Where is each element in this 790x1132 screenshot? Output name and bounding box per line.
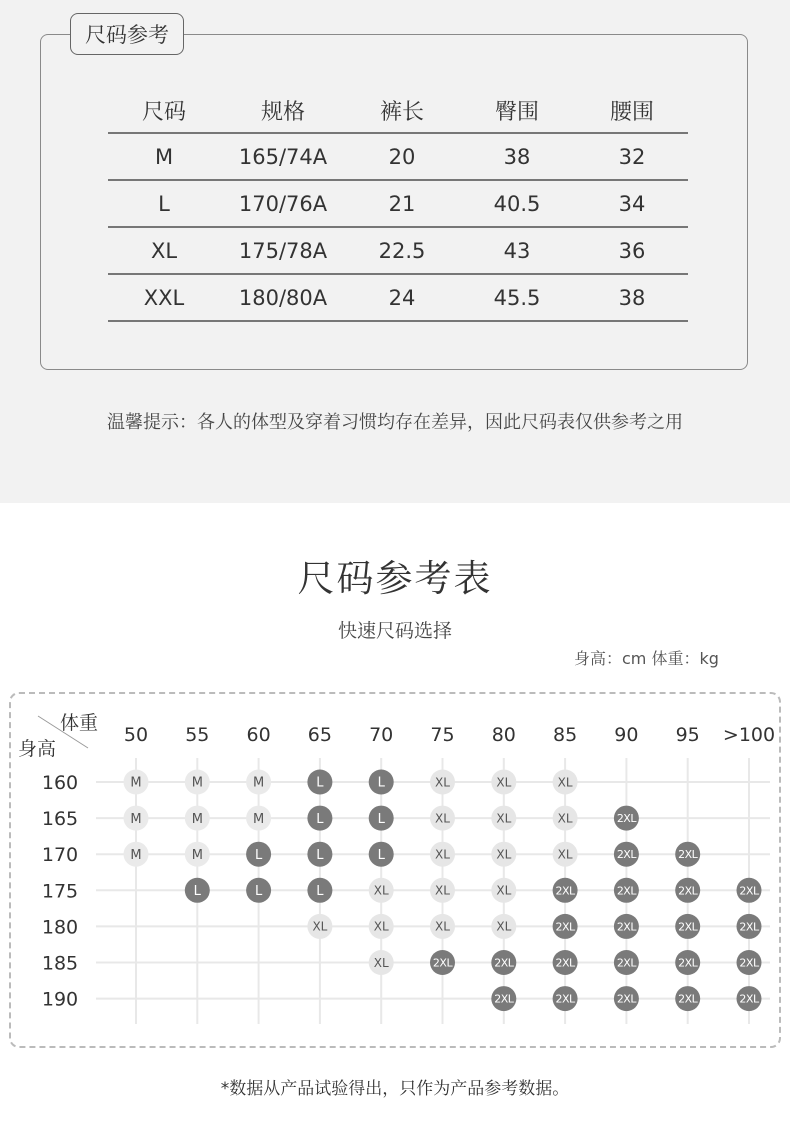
size-cell-label: 2XL [678, 848, 698, 862]
size-cell [675, 914, 700, 939]
size-cell [491, 878, 516, 903]
size-cell-label: XL [557, 775, 573, 790]
cell-hip: 43 [458, 227, 576, 274]
cell-waist: 32 [576, 133, 688, 180]
cell-length: 22.5 [346, 227, 458, 274]
cell-hip: 38 [458, 133, 576, 180]
cell-size: XL [108, 227, 220, 274]
size-cell [430, 878, 455, 903]
size-cell-label: L [316, 811, 324, 827]
size-cell [614, 842, 639, 867]
size-cell-label: 2XL [555, 956, 575, 970]
size-cell [369, 878, 394, 903]
size-cell-label: M [191, 775, 203, 791]
size-cell [553, 878, 578, 903]
size-cell-label: L [316, 883, 324, 899]
size-cell-label: L [254, 883, 263, 899]
size-cell-label: 2XL [616, 884, 636, 898]
size-cell-label: 2XL [616, 920, 636, 934]
size-cell-label: XL [496, 883, 512, 898]
size-cell [737, 950, 762, 975]
size-cell-label: L [254, 847, 263, 863]
size-cell [491, 806, 516, 831]
size-cell-label: XL [435, 847, 450, 862]
size-cell [369, 770, 394, 795]
cell-size: L [108, 180, 220, 227]
size-cell [246, 842, 271, 867]
weight-tick-label: 70 [369, 724, 394, 746]
size-cell-label: M [191, 811, 203, 827]
size-cell-label: XL [435, 919, 450, 934]
weight-tick-label: 65 [307, 724, 332, 746]
size-cell [675, 986, 700, 1011]
size-cell-label: 2XL [555, 920, 575, 934]
cell-spec: 170/76A [220, 180, 346, 227]
size-cell-label: XL [373, 919, 389, 934]
corner-weight-label: 体重 [60, 712, 99, 734]
size-cell-label: L [193, 883, 201, 899]
weight-tick-label: 95 [675, 724, 700, 746]
size-cell [369, 914, 394, 939]
size-cell-label: L [377, 847, 385, 863]
header-size: 尺码 [108, 88, 220, 133]
size-cell [430, 842, 455, 867]
cell-waist: 38 [576, 274, 688, 321]
size-cell-label: 2XL [739, 920, 759, 934]
size-cell-label: M [252, 811, 265, 827]
weight-tick-label: 55 [185, 724, 210, 746]
size-cell [185, 878, 210, 903]
size-cell [307, 914, 332, 939]
size-cell-label: 2XL [616, 956, 636, 970]
size-cell [124, 770, 149, 795]
height-tick-label: 160 [41, 772, 79, 794]
weight-tick-label: 90 [614, 724, 639, 746]
size-cell-label: M [252, 775, 265, 791]
cell-length: 21 [346, 180, 458, 227]
size-cell-label: L [377, 811, 385, 827]
size-cell [246, 806, 271, 831]
size-cell [553, 950, 578, 975]
size-cell [553, 986, 578, 1011]
size-cell [369, 950, 394, 975]
size-cell [369, 842, 394, 867]
height-tick-label: 165 [41, 808, 79, 831]
size-cell [491, 842, 516, 867]
size-cell [430, 770, 455, 795]
header-waist: 腰围 [576, 88, 688, 133]
size-cell-label: XL [496, 919, 512, 934]
weight-tick-label: 75 [430, 724, 455, 746]
size-cell-label: XL [373, 955, 389, 970]
cell-waist: 34 [576, 180, 688, 227]
size-cell [307, 806, 332, 831]
size-cell-label: 2XL [678, 920, 698, 934]
size-cell-label: L [316, 775, 324, 791]
size-cell-label: 2XL [616, 992, 636, 1006]
size-cell [185, 770, 210, 795]
size-cell [124, 842, 149, 867]
size-cell-label: M [130, 847, 142, 863]
size-cell [369, 806, 394, 831]
size-cell [246, 878, 271, 903]
size-cell [675, 842, 700, 867]
size-cell [430, 806, 455, 831]
reference-label: 尺码参考 [70, 13, 184, 55]
size-cell [553, 770, 578, 795]
size-cell [614, 950, 639, 975]
cell-spec: 165/74A [220, 133, 346, 180]
tip-text: 温馨提示：各人的体型及穿着习惯均存在差异，因此尺码表仅供参考之用 [107, 412, 683, 433]
corner-height-label: 身高 [18, 738, 57, 760]
size-cell-label: M [130, 811, 142, 827]
size-cell [124, 806, 149, 831]
size-cell [491, 770, 516, 795]
size-cell-label: XL [496, 847, 512, 862]
weight-tick-label: 80 [491, 724, 516, 746]
size-cell-label: XL [435, 775, 450, 790]
weight-tick-label: 85 [553, 724, 578, 746]
weight-tick-label: 50 [123, 724, 149, 746]
size-cell-label: XL [557, 847, 573, 862]
height-tick-label: 185 [41, 952, 79, 975]
size-cell [430, 914, 455, 939]
size-cell-label: 2XL [616, 848, 636, 862]
size-cell [553, 806, 578, 831]
size-cell-label: 2XL [739, 884, 759, 898]
size-cell [614, 806, 639, 831]
size-cell [737, 914, 762, 939]
size-cell-label: XL [373, 883, 389, 898]
header-length: 裤长 [346, 88, 458, 133]
header-hip: 臀围 [458, 88, 576, 133]
size-cell [675, 878, 700, 903]
page-subtitle: 快速尺码选择 [337, 620, 452, 642]
size-cell-label: 2XL [678, 992, 698, 1006]
size-cell-label: L [316, 847, 324, 863]
size-cell-label: 2XL [555, 992, 575, 1006]
cell-spec: 180/80A [220, 274, 346, 321]
size-cell [737, 986, 762, 1011]
size-cell [430, 950, 455, 975]
cell-hip: 40.5 [458, 180, 576, 227]
size-cell-label: XL [435, 811, 450, 826]
size-cell [307, 878, 332, 903]
size-cell [491, 950, 516, 975]
cell-length: 20 [346, 133, 458, 180]
size-cell [491, 914, 516, 939]
size-cell [614, 914, 639, 939]
footnote: *数据从产品试验得出，只作为产品参考数据。 [220, 1079, 570, 1099]
weight-tick-label: 60 [246, 724, 271, 746]
size-cell [737, 878, 762, 903]
size-cell-label: M [130, 775, 142, 791]
size-cell-label: 2XL [494, 956, 514, 970]
cell-size: M [108, 133, 220, 180]
size-cell [307, 770, 332, 795]
height-tick-label: 180 [41, 916, 79, 939]
height-tick-label: 170 [41, 844, 79, 867]
page-title: 尺码参考表 [297, 557, 493, 600]
cell-length: 24 [346, 274, 458, 321]
size-cell-label: 2XL [678, 956, 698, 970]
size-cell [553, 914, 578, 939]
cell-size: XXL [108, 274, 220, 321]
size-cell-label: 2XL [739, 956, 759, 970]
size-cell [614, 878, 639, 903]
size-cell-label: 2XL [678, 884, 698, 898]
size-cell [246, 770, 271, 795]
size-cell [185, 842, 210, 867]
cell-hip: 45.5 [458, 274, 576, 321]
size-cell [675, 950, 700, 975]
size-cell [307, 842, 332, 867]
size-cell-label: XL [435, 883, 450, 898]
size-cell-label: XL [312, 919, 328, 934]
size-cell [553, 842, 578, 867]
size-cell [491, 986, 516, 1011]
weight-tick-label: >100 [722, 724, 776, 746]
size-cell-label: 2XL [739, 992, 759, 1006]
size-cell-label: XL [496, 775, 512, 790]
size-cell-label: 2XL [616, 812, 636, 826]
height-tick-label: 175 [41, 880, 79, 903]
size-cell-label: XL [496, 811, 512, 826]
size-cell-label: L [377, 775, 385, 791]
size-cell-label: 2XL [555, 884, 575, 898]
size-cell-label: XL [557, 811, 573, 826]
size-cell [614, 986, 639, 1011]
size-cell-label: M [191, 847, 203, 863]
cell-waist: 36 [576, 227, 688, 274]
cell-spec: 175/78A [220, 227, 346, 274]
size-cell [185, 806, 210, 831]
units-label: 身高：cm 体重：kg [574, 649, 719, 668]
size-cell-label: 2XL [494, 992, 514, 1006]
height-tick-label: 190 [41, 988, 79, 1011]
size-cell-label: 2XL [432, 956, 453, 970]
header-spec: 规格 [220, 88, 346, 133]
